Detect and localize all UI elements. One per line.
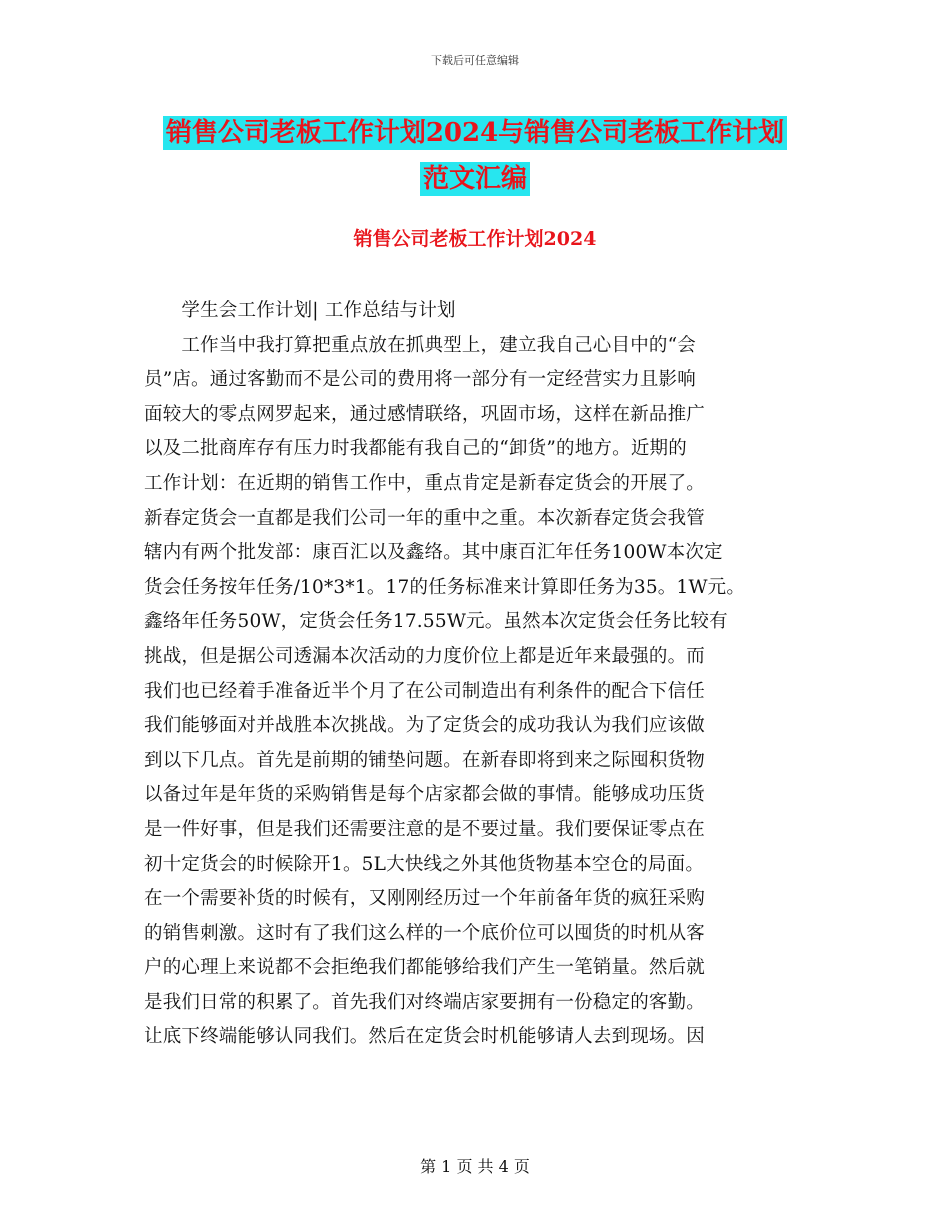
text-line: 我们也已经着手准备近半个月了在公司制造出有利条件的配合下信任 (144, 680, 706, 702)
text-line: 我们能够面对并战胜本次挑战。为了定货会的成功我认为我们应该做 (144, 715, 706, 737)
text-line: 在一个需要补货的时候有，又刚刚经历过一个年前备年货的疯狂采购 (144, 888, 706, 910)
text-line: 户的心理上来说都不会拒绝我们都能够给我们产生一笔销量。然后就 (144, 957, 706, 979)
header-note: 下载后可任意编辑 (431, 54, 519, 67)
text-line: 让底下终端能够认同我们。然后在定货会时机能够请人去到现场。因 (144, 1026, 706, 1048)
page-footer: 第 1 页 共 4 页 (420, 1157, 530, 1176)
section-title: 销售公司老板工作计划2024 (353, 228, 597, 250)
text-line: 以及二批商库存有压力时我都能有我自己的“卸货”的地方。近期的 (144, 438, 687, 460)
title-highlight: 范文汇编 (420, 162, 530, 196)
text-line: 工作当中我打算把重点放在抓典型上，建立我自己心目中的“会 (144, 334, 696, 356)
text-line: 辖内有两个批发部：康百汇以及鑫络。其中康百汇年任务100W本次定 (144, 542, 723, 564)
body-text (144, 294, 804, 1055)
text-line: 货会任务按年任务/10*3*1。17的任务标准来计算即任务为35。1W元。 (144, 576, 746, 598)
text-line: 面较大的零点网罗起来，通过感情联络，巩固市场，这样在新品推广 (144, 403, 706, 425)
text-line: 到以下几点。首先是前期的铺垫问题。在新春即将到来之际囤积货物 (144, 749, 706, 771)
text-line: 工作计划：在近期的销售工作中，重点肯定是新春定货会的开展了。 (144, 472, 706, 494)
text-line: 鑫络年任务50W，定货会任务17.55W元。虽然本次定货会任务比较有 (144, 611, 728, 633)
text-line: 挑战，但是据公司透漏本次活动的力度价位上都是近年来最强的。而 (144, 645, 706, 667)
text-line: 是我们日常的积累了。首先我们对终端店家要拥有一份稳定的客勤。 (144, 991, 706, 1013)
text-line: 新春定货会一直都是我们公司一年的重中之重。本次新春定货会我管 (144, 507, 706, 529)
text-line: 初十定货会的时候除开1。5L大快线之外其他货物基本空仓的局面。 (144, 853, 705, 875)
document-title-line-1 (0, 112, 950, 149)
text-line: 学生会工作计划| 工作总结与计划 (144, 300, 456, 321)
text-line: 是一件好事，但是我们还需要注意的是不要过量。我们要保证零点在 (144, 818, 706, 840)
text-line: 员”店。通过客勤而不是公司的费用将一部分有一定经营实力且影响 (144, 369, 696, 391)
text-line: 的销售刺激。这时有了我们这么样的一个底价位可以囤货的时机从客 (144, 922, 706, 944)
document-title-line-2 (0, 158, 950, 195)
text-line: 以备过年是年货的采购销售是每个店家都会做的事情。能够成功压货 (144, 784, 706, 806)
title-highlight: 销售公司老板工作计划2024与销售公司老板工作计划 (163, 116, 787, 150)
